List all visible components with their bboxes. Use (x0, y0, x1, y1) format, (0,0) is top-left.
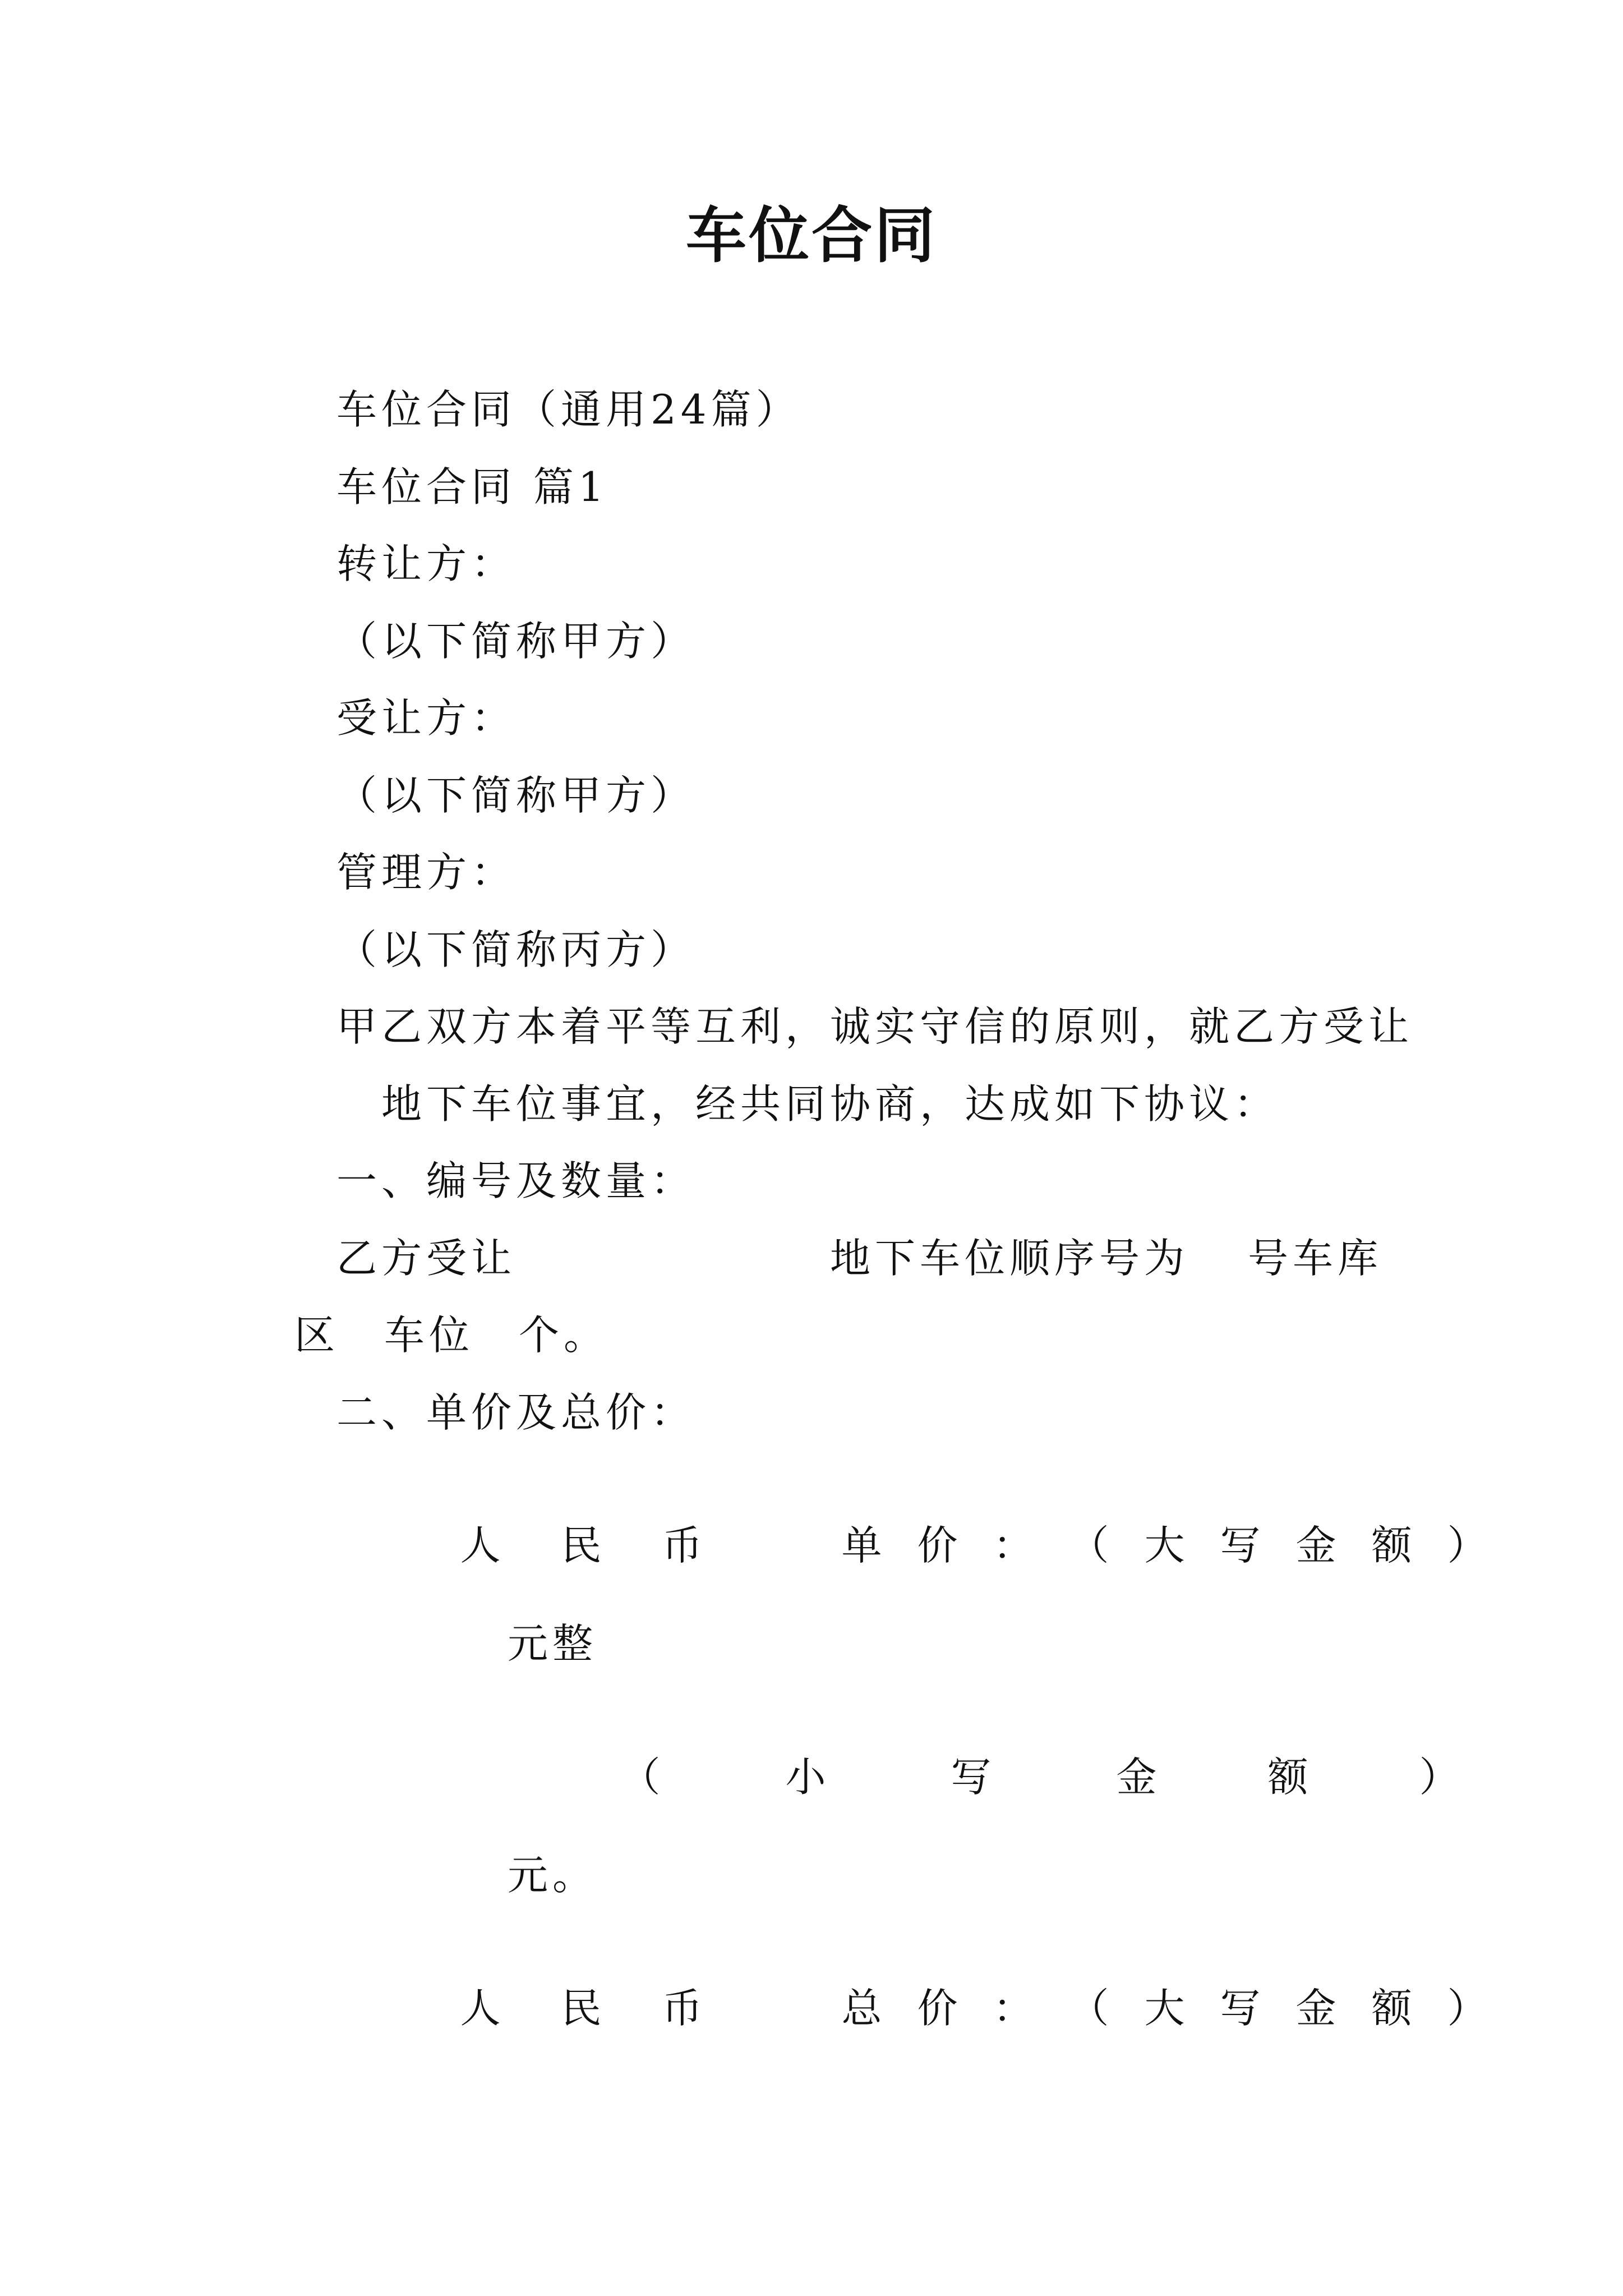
unit-price-line (404, 1461, 1493, 1630)
small-amount-char: 小 (785, 1754, 826, 1801)
total-price-char: ） (1447, 1985, 1488, 2032)
total-price-char: 大 (1144, 1985, 1185, 2032)
transferor-note: （以下简称甲方） (336, 618, 696, 665)
clause1-heading: 一、编号及数量： (336, 1157, 696, 1204)
manager-note: （以下简称丙方） (336, 926, 696, 973)
unit-price-char: 价 (917, 1522, 958, 1569)
total-price-char: （ (1068, 1985, 1109, 2032)
total-price-char: 金 (1295, 1985, 1336, 2032)
intro-paragraph-line1: 甲乙双方本着平等互利，诚实守信的原则，就乙方受让 (336, 1003, 1414, 1050)
total-price-char: ： (993, 1985, 1034, 2032)
total-price-char: 民 (561, 1985, 602, 2032)
total-price-char: 额 (1371, 1985, 1412, 2032)
unit-price-char: 大 (1144, 1522, 1185, 1569)
unit-price-char: （ (1068, 1522, 1109, 1569)
clause1-part-a: 乙方受让 (336, 1235, 517, 1282)
unit-price-char: 人 (460, 1522, 501, 1569)
section-heading: 车位合同 篇1 (336, 463, 608, 510)
small-amount-line (566, 1693, 1462, 1861)
small-amount-char: 额 (1267, 1754, 1308, 1801)
unit-price-char: 单 (841, 1522, 882, 1569)
transferee-note: （以下简称甲方） (336, 772, 696, 819)
small-amount-char: 金 (1116, 1754, 1157, 1801)
total-price-char: 币 (662, 1985, 703, 2032)
small-amount-char: ） (1419, 1754, 1460, 1801)
unit-price-char: 金 (1295, 1522, 1336, 1569)
yuan-zheng: 元整 (508, 1620, 598, 1667)
intro-paragraph-line2: 地下车位事宜，经共同协商，达成如下协议： (381, 1080, 1279, 1128)
yuan-period: 元。 (508, 1852, 598, 1899)
total-price-char: 总 (841, 1985, 882, 2032)
unit-price-char: 额 (1371, 1522, 1412, 1569)
total-price-char: 人 (460, 1985, 501, 2032)
manager-label: 管理方： (336, 849, 517, 896)
small-amount-char: 写 (951, 1754, 992, 1801)
unit-price-char: 币 (662, 1522, 703, 1569)
clause1-line2: 区 车位 个。 (294, 1312, 609, 1359)
total-price-char: 写 (1220, 1985, 1261, 2032)
document-title: 车位合同 (685, 200, 937, 271)
clause2-heading: 二、单价及总价： (336, 1389, 696, 1436)
clause1-part-b: 地下车位顺序号为 (830, 1235, 1189, 1282)
clause1-part-c: 号车库 (1248, 1235, 1383, 1282)
unit-price-char: 民 (561, 1522, 602, 1569)
transferor-label: 转让方： (336, 540, 517, 587)
document-subtitle: 车位合同（通用24篇） (336, 386, 801, 433)
unit-price-char: ： (993, 1522, 1034, 1569)
unit-price-char: 写 (1220, 1522, 1261, 1569)
unit-price-char: ） (1447, 1522, 1488, 1569)
total-price-line (404, 1924, 1493, 2092)
small-amount-char: （ (620, 1754, 661, 1801)
transferee-label: 受让方： (336, 694, 517, 742)
total-price-char: 价 (917, 1985, 958, 2032)
